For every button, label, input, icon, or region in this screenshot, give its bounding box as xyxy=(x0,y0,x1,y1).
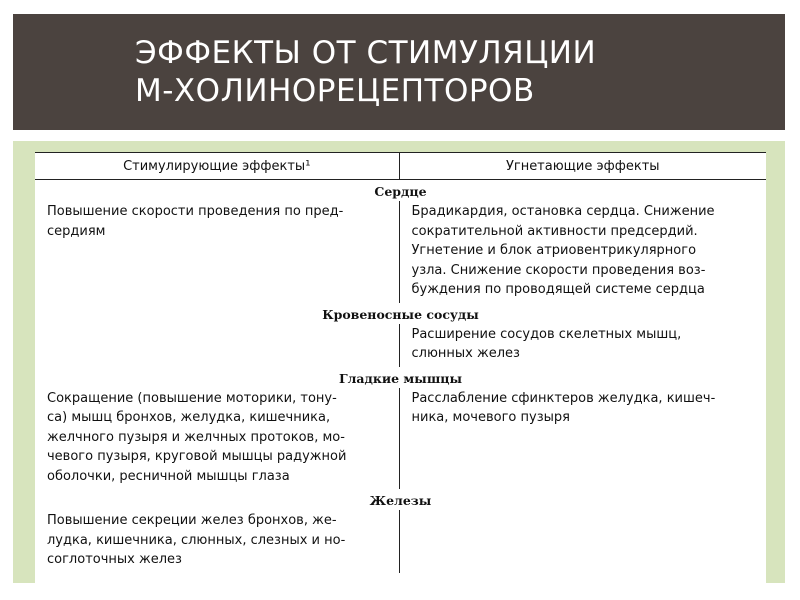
stimulating-effects-cell xyxy=(35,324,399,367)
cell-text-line: лудка, кишечника, слюнных, слезных и но- xyxy=(47,532,346,548)
cell-text-line: Повышение секреции желез бронхов, же- xyxy=(47,513,337,528)
table-header-row xyxy=(35,153,766,180)
slide-title-line-2: М-ХОЛИНОРЕЦЕПТОРОВ xyxy=(135,73,535,109)
inhibiting-effects-cell xyxy=(399,201,766,303)
cell-text-line: соглоточных желез xyxy=(47,552,182,567)
stimulating-effects-cell xyxy=(35,388,399,490)
column-header-inhibiting: Угнетающие эффекты xyxy=(399,153,766,180)
cell-text-line: слюнных желез xyxy=(411,346,520,361)
cell-text-line: са) мышц бронхов, желудка, кишечника, xyxy=(47,410,331,425)
effects-table xyxy=(35,152,766,573)
section-title: Гладкие мышцы xyxy=(338,370,463,386)
inhibiting-effects-cell xyxy=(399,324,766,367)
cell-text-line: Повышение скорости проведения по пред- xyxy=(47,204,344,219)
section-row xyxy=(35,367,766,388)
stimulating-effects-cell xyxy=(35,201,399,303)
table-row xyxy=(35,201,766,303)
cell-text-line: Расширение сосудов скелетных мышц, xyxy=(411,326,682,342)
section-row xyxy=(35,303,766,324)
table-row xyxy=(35,510,766,573)
table-row xyxy=(35,388,766,490)
table-row xyxy=(35,324,766,367)
section-row xyxy=(35,489,766,510)
cell-text-line: буждения по проводящей системе сердца xyxy=(411,282,705,297)
cell-text-line: Расслабление сфинктеров желудка, кишеч- xyxy=(411,390,716,406)
stimulating-effects-cell xyxy=(35,510,399,573)
cell-text-line: Сокращение (повышение моторики, тону- xyxy=(47,390,337,406)
section-row xyxy=(35,180,766,202)
cell-text-line: ника, мочевого пузыря xyxy=(411,410,570,425)
slide-title-line-1: ЭФФЕКТЫ ОТ СТИМУЛЯЦИИ xyxy=(135,35,597,71)
inhibiting-effects-cell xyxy=(399,510,766,573)
cell-text-line: узла. Снижение скорости проведения воз- xyxy=(411,262,706,278)
cell-text-line: Брадикардия, остановка сердца. Снижение xyxy=(411,204,715,219)
title-banner xyxy=(13,14,785,130)
cell-text-line: сердиям xyxy=(47,223,106,239)
inhibiting-effects-cell xyxy=(399,388,766,490)
cell-text-line: сократительной активности предсердий. xyxy=(411,223,698,239)
cell-text-line: Угнетение и блок атриовентрикулярного xyxy=(411,243,697,258)
cell-text-line: желчного пузыря и желчных протоков, мо- xyxy=(47,429,345,445)
effects-table-image xyxy=(35,152,766,583)
cell-text-line: чевого пузыря, круговой мышцы радужной xyxy=(47,449,347,464)
section-title: Сердце xyxy=(374,184,427,199)
cell-text-line: оболочки, ресничной мышцы глаза xyxy=(47,468,290,484)
column-header-stimulating: Стимулирующие эффекты¹ xyxy=(35,153,399,180)
section-title: Железы xyxy=(369,493,432,508)
section-title: Кровеносные сосуды xyxy=(322,306,479,322)
